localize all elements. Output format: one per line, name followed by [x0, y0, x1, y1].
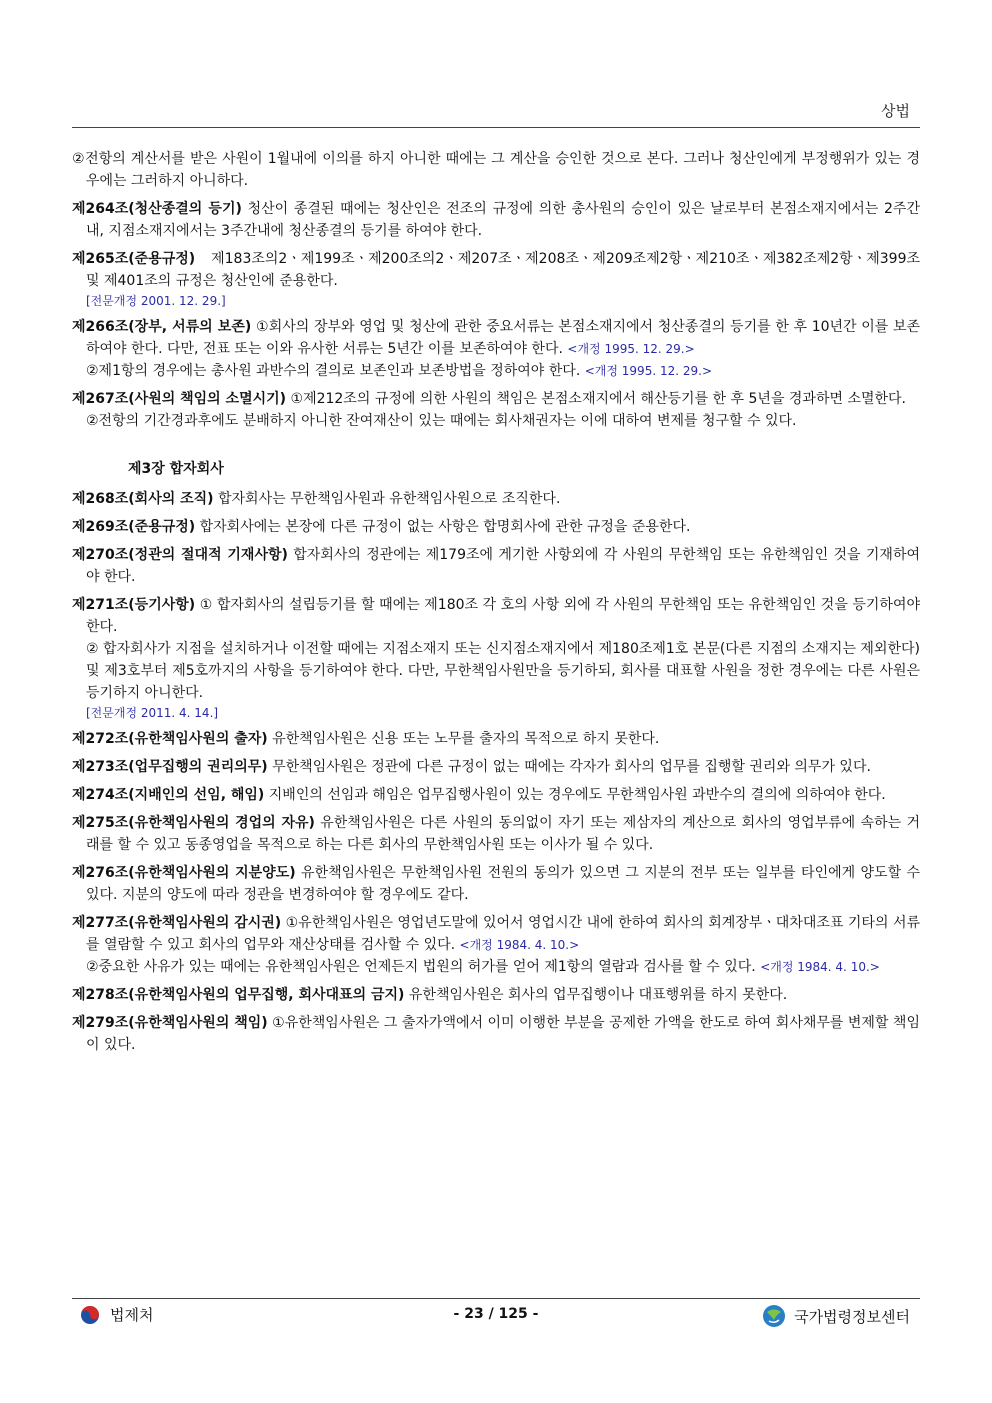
article-title: 제273조(업무집행의 권리의무): [72, 759, 268, 775]
article-text: ①회사의 장부와 영업 및 청산에 관한 중요서류는 본점소재지에서 청산종결의 등기를 한 후 10년간 이를 보존하여야 한다. 다만, 전표 또는 이와 유사한 서류는 5년간 이를 보존하여야 한다.: [86, 319, 921, 357]
globe-logo-icon: [762, 1304, 786, 1328]
article-text: ①유한책임사원은 그 출자가액에서 이미 이행한 부분을 공제한 가액을 한도로 하여 회사채무를 변제할 책임이 있다.: [86, 1015, 920, 1053]
article-text: 합자회사는 무한책임사원과 유한책임사원으로 조직한다.: [213, 491, 561, 507]
paragraph: ②제1항의 경우에는 총사원 과반수의 결의로 보존인과 보존방법을 정하여야 한다.: [86, 363, 585, 379]
article-278: [72, 984, 920, 1006]
footer-divider: [72, 1298, 920, 1299]
article-title: 제267조(사원의 책임의 소멸시기): [72, 391, 287, 407]
article-279: [72, 1012, 920, 1056]
article-276: [72, 862, 920, 906]
amendment-note: <개정 1995. 12. 29.>: [584, 364, 712, 378]
amendment-note: [전문개정 2001. 12. 29.]: [86, 294, 226, 308]
article-263-para2: [72, 148, 920, 192]
article-title: 제269조(준용규정): [72, 519, 196, 535]
footer-center-name: 국가법령정보센터: [794, 1307, 910, 1326]
article-text: 무한책임사원은 정관에 다른 규정이 없는 때에는 각자가 회사의 업무를 집행할 권리와 의무가 있다.: [267, 759, 871, 775]
header-divider: [72, 127, 920, 128]
article-title: 제270조(정관의 절대적 기재사항): [72, 547, 288, 563]
article-title: 제279조(유한책임사원의 책임): [72, 1015, 268, 1031]
article-text: 유한책임사원은 무한책임사원 전원의 동의가 있으면 그 지분의 전부 또는 일부를 타인에게 양도할 수 있다. 지분의 양도에 따라 정관을 변경하여야 할 경우에도 같다.: [86, 865, 920, 903]
article-text: 유한책임사원은 신용 또는 노무를 출자의 목적으로 하지 못한다.: [267, 731, 660, 747]
page-number: - 23 / 125 -: [453, 1306, 539, 1322]
article-273: [72, 756, 920, 778]
article-267: [72, 388, 920, 432]
paragraph: ②중요한 사유가 있는 때에는 유한책임사원은 언제든지 법원의 허가를 얻어 제1항의 열람과 검사를 할 수 있다.: [86, 959, 761, 975]
article-text: 청산이 종결된 때에는 청산인은 전조의 규정에 의한 총사원의 승인이 있은 날로부터 본점소재지에서는 2주간내, 지점소재지에서는 3주간내에 청산종결의 등기를 하여야 한다.: [86, 201, 920, 239]
article-268: [72, 488, 920, 510]
amendment-note: <개정 1984. 4. 10.>: [760, 960, 880, 974]
amendment-note: [전문개정 2011. 4. 14.]: [86, 706, 219, 720]
article-269: [72, 516, 920, 538]
article-264: [72, 198, 920, 242]
article-272: [72, 728, 920, 750]
paragraph: ②전항의 기간경과후에도 분배하지 아니한 잔여재산이 있는 때에는 회사채권자는 이에 대하여 변제를 청구할 수 있다.: [86, 413, 797, 429]
article-274: [72, 784, 920, 806]
article-text: ①제212조의 규정에 의한 사원의 책임은 본점소재지에서 해산등기를 한 후 5년을 경과하면 소멸한다.: [286, 391, 907, 407]
document-header-title: 상법: [881, 102, 910, 120]
article-text: 합자회사에는 본장에 다른 규정이 없는 사항은 합명회사에 관한 규정을 준용한다.: [195, 519, 691, 535]
amendment-note: <개정 1984. 4. 10.>: [459, 938, 580, 952]
article-266: [72, 316, 920, 382]
article-title: 제264조(청산종결의 등기): [72, 201, 242, 217]
article-text: 합자회사의 정관에는 제179조에 게기한 사항외에 각 사원의 무한책임 또는 유한책임인 것을 기재하여야 한다.: [86, 547, 920, 585]
footer-right: [762, 1304, 910, 1328]
article-title: 제272조(유한책임사원의 출자): [72, 731, 268, 747]
article-265: [72, 248, 920, 310]
article-title: 제268조(회사의 조직): [72, 491, 214, 507]
article-text: ① 합자회사의 설립등기를 할 때에는 제180조 각 호의 사항 외에 각 사원의 무한책임 또는 유한책임인 것을 등기하여야 한다.: [86, 597, 920, 635]
document-body: [72, 148, 920, 1062]
article-text: 지배인의 선임과 해임은 업무집행사원이 있는 경우에도 무한책임사원 과반수의 결의에 의하여야 한다.: [264, 787, 886, 803]
paragraph: ②전항의 계산서를 받은 사원이 1월내에 이의를 하지 아니한 때에는 그 계산을 승인한 것으로 본다. 그러나 청산인에게 부정행위가 있는 경우에는 그러하지 아니하다.: [72, 151, 920, 189]
article-text: 유한책임사원은 회사의 업무집행이나 대표행위를 하지 못한다.: [404, 987, 788, 1003]
article-title: 제277조(유한책임사원의 감시권): [72, 915, 282, 931]
article-title: 제275조(유한책임사원의 경업의 자유): [72, 815, 315, 831]
article-277: [72, 912, 920, 978]
article-title: 제276조(유한책임사원의 지분양도): [72, 865, 296, 881]
article-title: 제278조(유한책임사원의 업무집행, 회사대표의 금지): [72, 987, 405, 1003]
article-title: 제266조(장부, 서류의 보존): [72, 319, 252, 335]
paragraph: ② 합자회사가 지점을 설치하거나 이전할 때에는 지점소재지 또는 신지점소재지에서 제180조제1호 본문(다른 지점의 소재지는 제외한다) 및 제3호부터 제5호까지의 사항을 등기하여야 한다. 다만, 무한책임사원만을 등기하되, 회사를 대표할 사원을 정한 경우에는 다른 사원은 등기하지 아니한다.: [86, 641, 920, 701]
article-title: 제274조(지배인의 선임, 해임): [72, 787, 265, 803]
footer-agency-name: 법제처: [110, 1306, 154, 1324]
article-text: 유한책임사원은 다른 사원의 동의없이 자기 또는 제삼자의 계산으로 회사의 영업부류에 속하는 거래를 할 수 있고 동종영업을 목적으로 하는 다른 회사의 무한책임사원 또는 이사가 될 수 있다.: [86, 815, 920, 853]
article-270: [72, 544, 920, 588]
article-271: [72, 594, 920, 722]
article-title: 제265조(준용규정): [72, 251, 196, 267]
article-text: 제183조의2ㆍ제199조ㆍ제200조의2ㆍ제207조ㆍ제208조ㆍ제209조제2항ㆍ제210조ㆍ제382조제2항ㆍ제399조 및 제401조의 규정은 청산인에 준용한다.: [86, 251, 920, 289]
article-title: 제271조(등기사항): [72, 597, 196, 613]
chapter-heading: 제3장 합자회사: [128, 461, 224, 477]
amendment-note: <개정 1995. 12. 29.>: [567, 342, 695, 356]
article-text: ①유한책임사원은 영업년도말에 있어서 영업시간 내에 한하여 회사의 회계장부ㆍ대차대조표 기타의 서류를 열람할 수 있고 회사의 업무와 재산상태를 검사할 수 있다.: [86, 915, 920, 953]
article-275: [72, 812, 920, 856]
